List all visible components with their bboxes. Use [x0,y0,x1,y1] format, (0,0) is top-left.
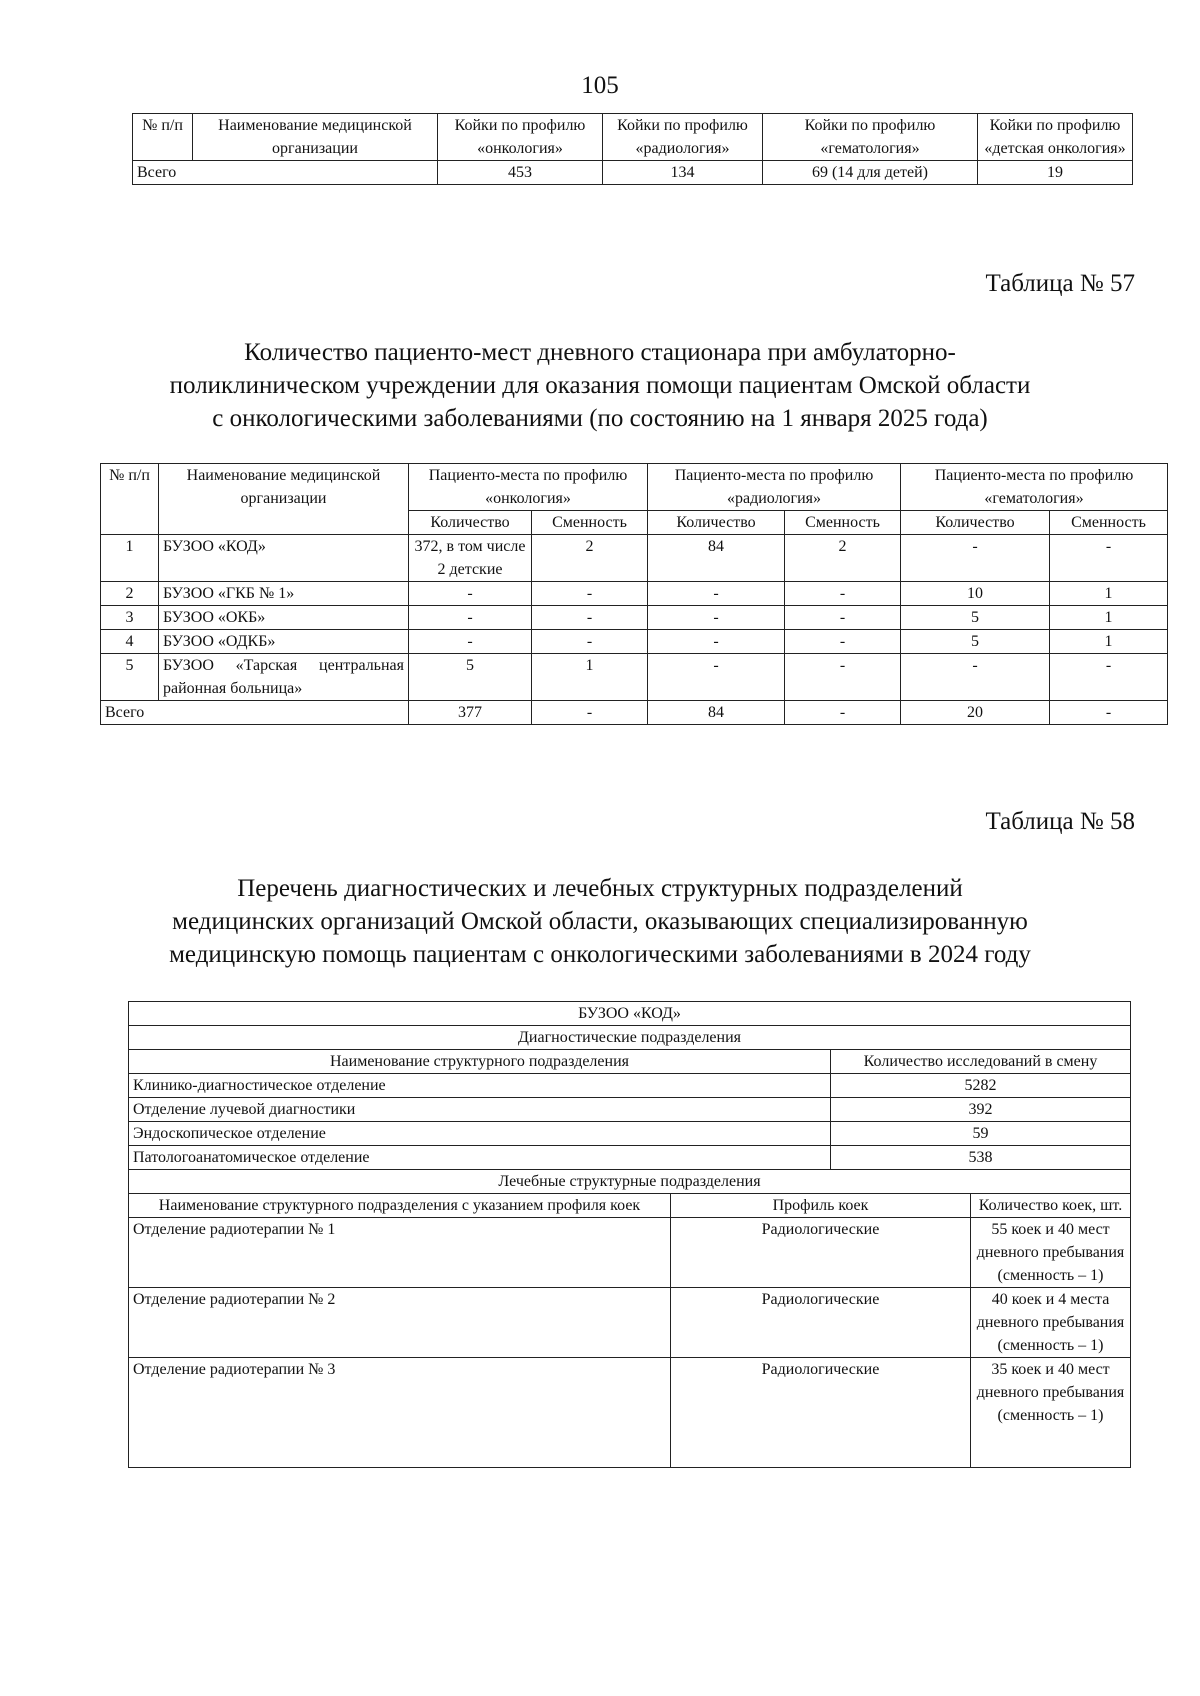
table-cell: 1 [1050,606,1168,630]
org-row [129,1002,1131,1026]
table-58-title [100,872,1100,971]
table-row [101,582,1168,606]
table-cell: 1 [532,654,648,701]
table-cell: - [901,535,1050,582]
table-cell: - [648,630,785,654]
table-cell: 538 [831,1146,1131,1170]
table-header-row [129,1194,1131,1218]
table-cell: - [532,606,648,630]
header-cell: Койки по профилю «радиология» [603,114,763,161]
page-number: 105 [581,72,619,99]
title-line: медицинских организаций Омской области, оказывающих специализированную [172,908,1028,935]
table-row [129,1098,1131,1122]
header-cell: Сменность [785,511,901,535]
header-cell: Пациенто-места по профилю «радиология» [648,464,901,511]
table-cell: - [785,701,901,725]
table-cell: 55 коек и 40 мест дневного пребывания (сменность – 1) [971,1218,1131,1288]
header-cell: Сменность [1050,511,1168,535]
table-header-row [133,114,1133,161]
treat-section-title: Лечебные структурные подразделения [129,1170,1131,1194]
table-cell: - [532,630,648,654]
table-cell: 2 [101,582,159,606]
header-cell: Койки по профилю «детская онкология» [978,114,1133,161]
table-cell: 2 [785,535,901,582]
table-row [129,1288,1131,1358]
table-cell: Радиологические [671,1358,971,1468]
table-cell: - [648,654,785,701]
table-cell: Отделение радиотерапии № 1 [129,1218,671,1288]
table-cell: БУЗОО «ОКБ» [159,606,409,630]
table-cell: - [785,606,901,630]
header-cell: № п/п [133,114,193,161]
table-cell: - [1050,654,1168,701]
table-cell: - [409,630,532,654]
header-cell: Наименование структурного подразделения [129,1050,831,1074]
header-cell: Койки по профилю «онкология» [438,114,603,161]
table-row [129,1358,1131,1468]
table-cell: 40 коек и 4 места дневного пребывания (сменность – 1) [971,1288,1131,1358]
table-cell: 5 [901,606,1050,630]
header-cell: Наименование медицинской организации [159,464,409,535]
table-cell: 19 [978,161,1133,185]
org-name: БУЗОО «КОД» [129,1002,1131,1026]
total-label: Всего [133,161,438,185]
table-cell: 453 [438,161,603,185]
table-cell: - [785,654,901,701]
table-row [101,606,1168,630]
header-cell: Количество исследований в смену [831,1050,1131,1074]
header-cell: Пациенто-места по профилю «гематология» [901,464,1168,511]
title-line: Количество пациенто-мест дневного стационара при амбулаторно- [244,339,956,366]
table-cell: - [901,654,1050,701]
table-row [101,630,1168,654]
table-58 [128,1001,1131,1468]
table-cell: БУЗОО «Тарская центральная районная больница» [159,654,409,701]
table-cell: Патологоанатомическое отделение [129,1146,831,1170]
table-cell: - [532,701,648,725]
table-cell: - [409,582,532,606]
table-row [129,1074,1131,1098]
section-row [129,1170,1131,1194]
table-cell: 2 [532,535,648,582]
table-cell: Клинико-диагностическое отделение [129,1074,831,1098]
table-57-label: Таблица № 57 [985,270,1135,297]
table-cell: - [532,582,648,606]
table-cell: Отделение радиотерапии № 3 [129,1358,671,1468]
table-cell: - [1050,535,1168,582]
table-cell: 5282 [831,1074,1131,1098]
title-line: поликлиническом учреждении для оказания помощи пациентам Омской области [169,372,1031,399]
table-cell: БУЗОО «ГКБ № 1» [159,582,409,606]
title-line: медицинскую помощь пациентам с онкологическими заболеваниями в 2024 году [169,941,1031,968]
table-header-row [101,464,1168,511]
table-cell: Радиологические [671,1218,971,1288]
table-58-label: Таблица № 58 [985,808,1135,835]
table-cell: - [409,606,532,630]
table-cell: 10 [901,582,1050,606]
table-cell: 5 [101,654,159,701]
section-row [129,1026,1131,1050]
table-cell: Радиологические [671,1288,971,1358]
header-cell: Койки по профилю «гематология» [763,114,978,161]
table-cell: 35 коек и 40 мест дневного пребывания (сменность – 1) [971,1358,1131,1468]
table-cell: - [648,582,785,606]
title-line: с онкологическими заболеваниями (по состоянию на 1 января 2025 года) [212,405,988,432]
table-cell: 372, в том числе 2 детские [409,535,532,582]
table-cell: 1 [101,535,159,582]
table-cell: 84 [648,701,785,725]
table-row [101,654,1168,701]
title-line: Перечень диагностических и лечебных структурных подразделений [237,875,963,902]
table-cell: - [785,582,901,606]
header-cell: Количество [409,511,532,535]
table-row [101,535,1168,582]
table-cell: Отделение радиотерапии № 2 [129,1288,671,1358]
header-cell: Наименование структурного подразделения с указанием профиля коек [129,1194,671,1218]
table-cell: 392 [831,1098,1131,1122]
table-cell: 84 [648,535,785,582]
total-row [133,161,1133,185]
table-cell: 3 [101,606,159,630]
table-cell: 5 [901,630,1050,654]
table-cell: 69 (14 для детей) [763,161,978,185]
table-cell: 5 [409,654,532,701]
table-cell: 377 [409,701,532,725]
table-cell: - [1050,701,1168,725]
table-cell: 59 [831,1122,1131,1146]
diag-section-title: Диагностические подразделения [129,1026,1131,1050]
table-row [129,1218,1131,1288]
header-cell: Количество [648,511,785,535]
table-cell: - [785,630,901,654]
header-cell: Наименование медицинской организации [193,114,438,161]
header-cell: Пациенто-места по профилю «онкология» [409,464,648,511]
table-cell: - [648,606,785,630]
table-57-title [100,336,1100,435]
header-cell: Количество коек, шт. [971,1194,1131,1218]
header-cell: Количество [901,511,1050,535]
beds-table [132,113,1133,185]
table-row [129,1146,1131,1170]
total-label: Всего [101,701,409,725]
table-cell: 20 [901,701,1050,725]
table-cell: БУЗОО «ОДКБ» [159,630,409,654]
header-cell: Сменность [532,511,648,535]
header-cell: Профиль коек [671,1194,971,1218]
table-row [129,1122,1131,1146]
table-cell: 4 [101,630,159,654]
table-cell: 134 [603,161,763,185]
table-header-row [129,1050,1131,1074]
table-cell: БУЗОО «КОД» [159,535,409,582]
table-cell: 1 [1050,630,1168,654]
table-cell: 1 [1050,582,1168,606]
table-cell: Отделение лучевой диагностики [129,1098,831,1122]
table-cell: Эндоскопическое отделение [129,1122,831,1146]
table-57 [100,463,1168,725]
total-row [101,701,1168,725]
header-cell: № п/п [101,464,159,535]
